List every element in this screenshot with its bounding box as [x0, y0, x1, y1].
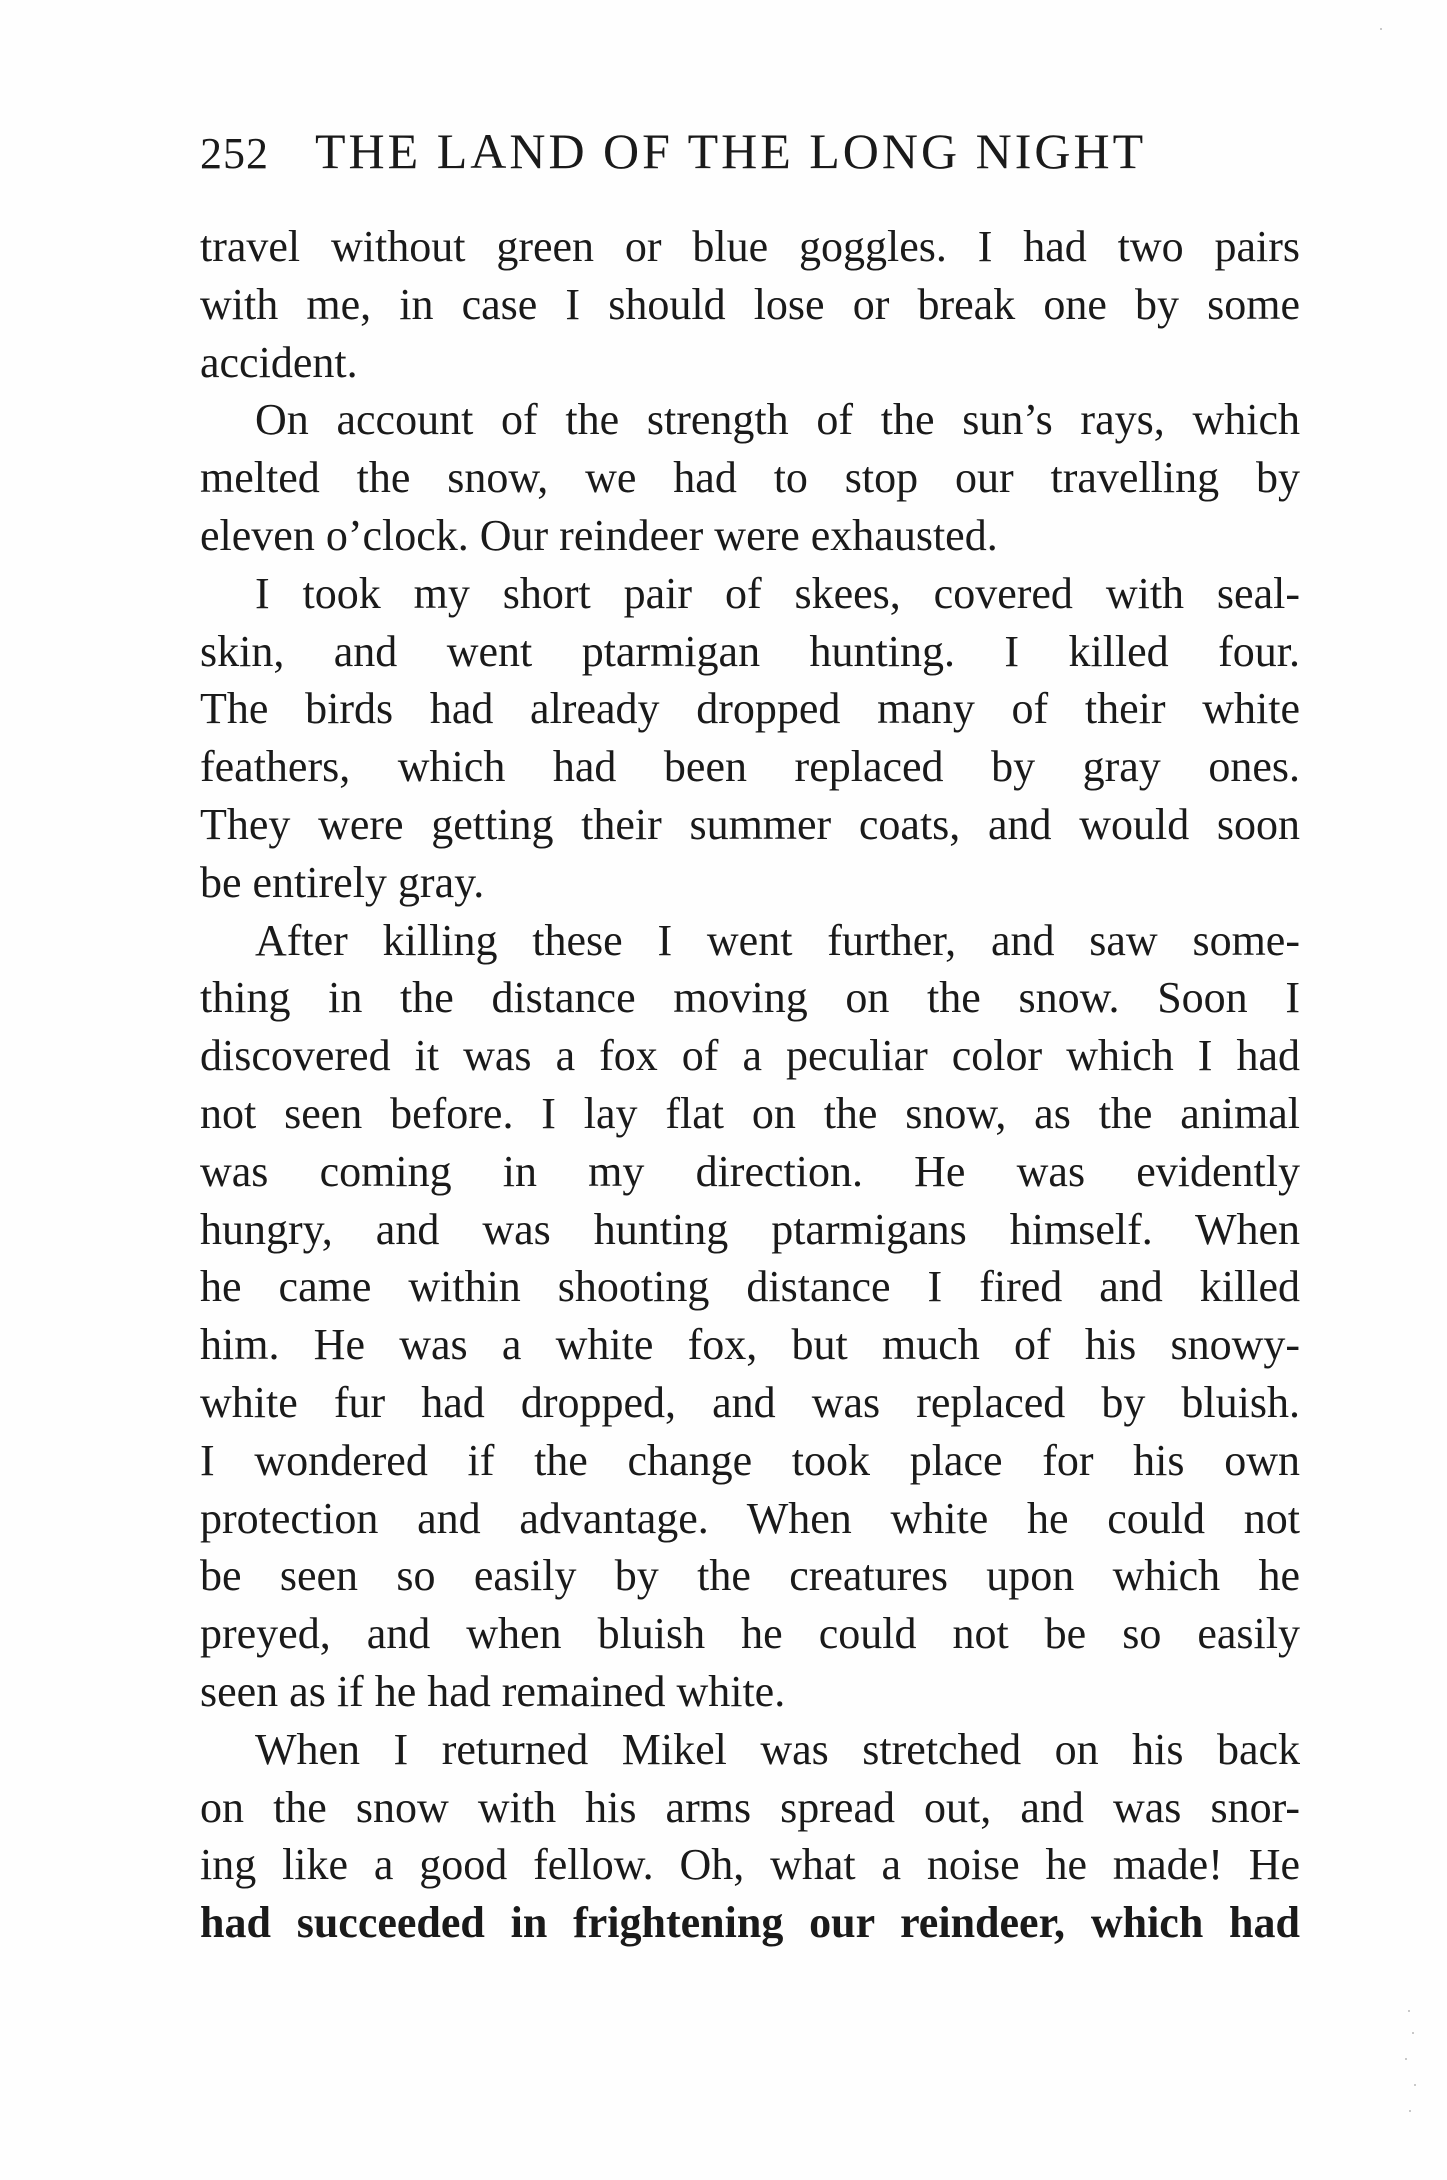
- text-line: thing in the distance moving on the snow. Soon I: [200, 973, 1300, 1023]
- text-line: melted the snow, we had to stop our travelling by: [200, 453, 1300, 503]
- paragraph-ptarmigan: [200, 565, 1300, 912]
- scan-speck: [1409, 2110, 1411, 2112]
- text-line: ing like a good fellow. Oh, what a noise he made! He: [200, 1840, 1300, 1890]
- text-line: seen as if he had remained white.: [200, 1666, 786, 1716]
- paragraph-goggles: [200, 218, 1300, 391]
- text-line: They were getting their summer coats, and would soon: [200, 799, 1300, 849]
- text-line: was coming in my direction. He was evidently: [200, 1146, 1300, 1196]
- text-line: When I returned Mikel was stretched on his back: [255, 1724, 1300, 1774]
- text-line: be entirely gray.: [200, 857, 485, 907]
- paragraph-sun-rays: [200, 391, 1300, 564]
- text-line: After killing these I went further, and saw some-: [255, 915, 1300, 965]
- scan-speck: [1380, 28, 1382, 30]
- text-line: I took my short pair of skees, covered with seal-: [255, 568, 1300, 618]
- text-line: had succeeded in frightening our reindeer, which had: [200, 1898, 1300, 1948]
- scan-speck: [1414, 2084, 1416, 2086]
- text-line: discovered it was a fox of a peculiar color which I had: [200, 1031, 1300, 1081]
- scan-speck: [1408, 2010, 1410, 2012]
- text-line: protection and advantage. When white he could not: [200, 1493, 1300, 1543]
- running-title: THE LAND OF THE LONG NIGHT: [315, 123, 1147, 179]
- text-line: with me, in case I should lose or break one by some: [200, 279, 1300, 329]
- text-line: preyed, and when bluish he could not be so easily: [200, 1609, 1300, 1659]
- page-number: 252: [200, 129, 269, 178]
- text-line: eleven o’clock. Our reindeer were exhausted.: [200, 510, 998, 560]
- text-line: he came within shooting distance I fired and killed: [200, 1262, 1300, 1312]
- text-line: on the snow with his arms spread out, and was snor-: [200, 1782, 1300, 1832]
- text-line: be seen so easily by the creatures upon which he: [200, 1551, 1300, 1601]
- scan-speck: [1405, 2058, 1407, 2060]
- text-line: him. He was a white fox, but much of his snowy-: [200, 1320, 1300, 1370]
- text-line: On account of the strength of the sun’s rays, which: [255, 395, 1300, 445]
- text-line: accident.: [200, 337, 358, 387]
- text-line: feathers, which had been replaced by gray ones.: [200, 742, 1300, 792]
- text-line: The birds had already dropped many of their white: [200, 684, 1300, 734]
- text-line: skin, and went ptarmigan hunting. I killed four.: [200, 626, 1300, 676]
- text-line: white fur had dropped, and was replaced by bluish.: [200, 1377, 1300, 1427]
- text-line: not seen before. I lay flat on the snow, as the animal: [200, 1088, 1300, 1138]
- text-line: I wondered if the change took place for his own: [200, 1435, 1300, 1485]
- scan-speck: [1412, 2032, 1414, 2034]
- paragraph-fox: [200, 912, 1300, 1721]
- text-line: hungry, and was hunting ptarmigans himself. When: [200, 1204, 1300, 1254]
- body-text: [200, 218, 1300, 1952]
- paragraph-mikel: [200, 1721, 1300, 1952]
- text-line: travel without green or blue goggles. I had two pairs: [200, 222, 1300, 271]
- running-header: [200, 122, 1300, 192]
